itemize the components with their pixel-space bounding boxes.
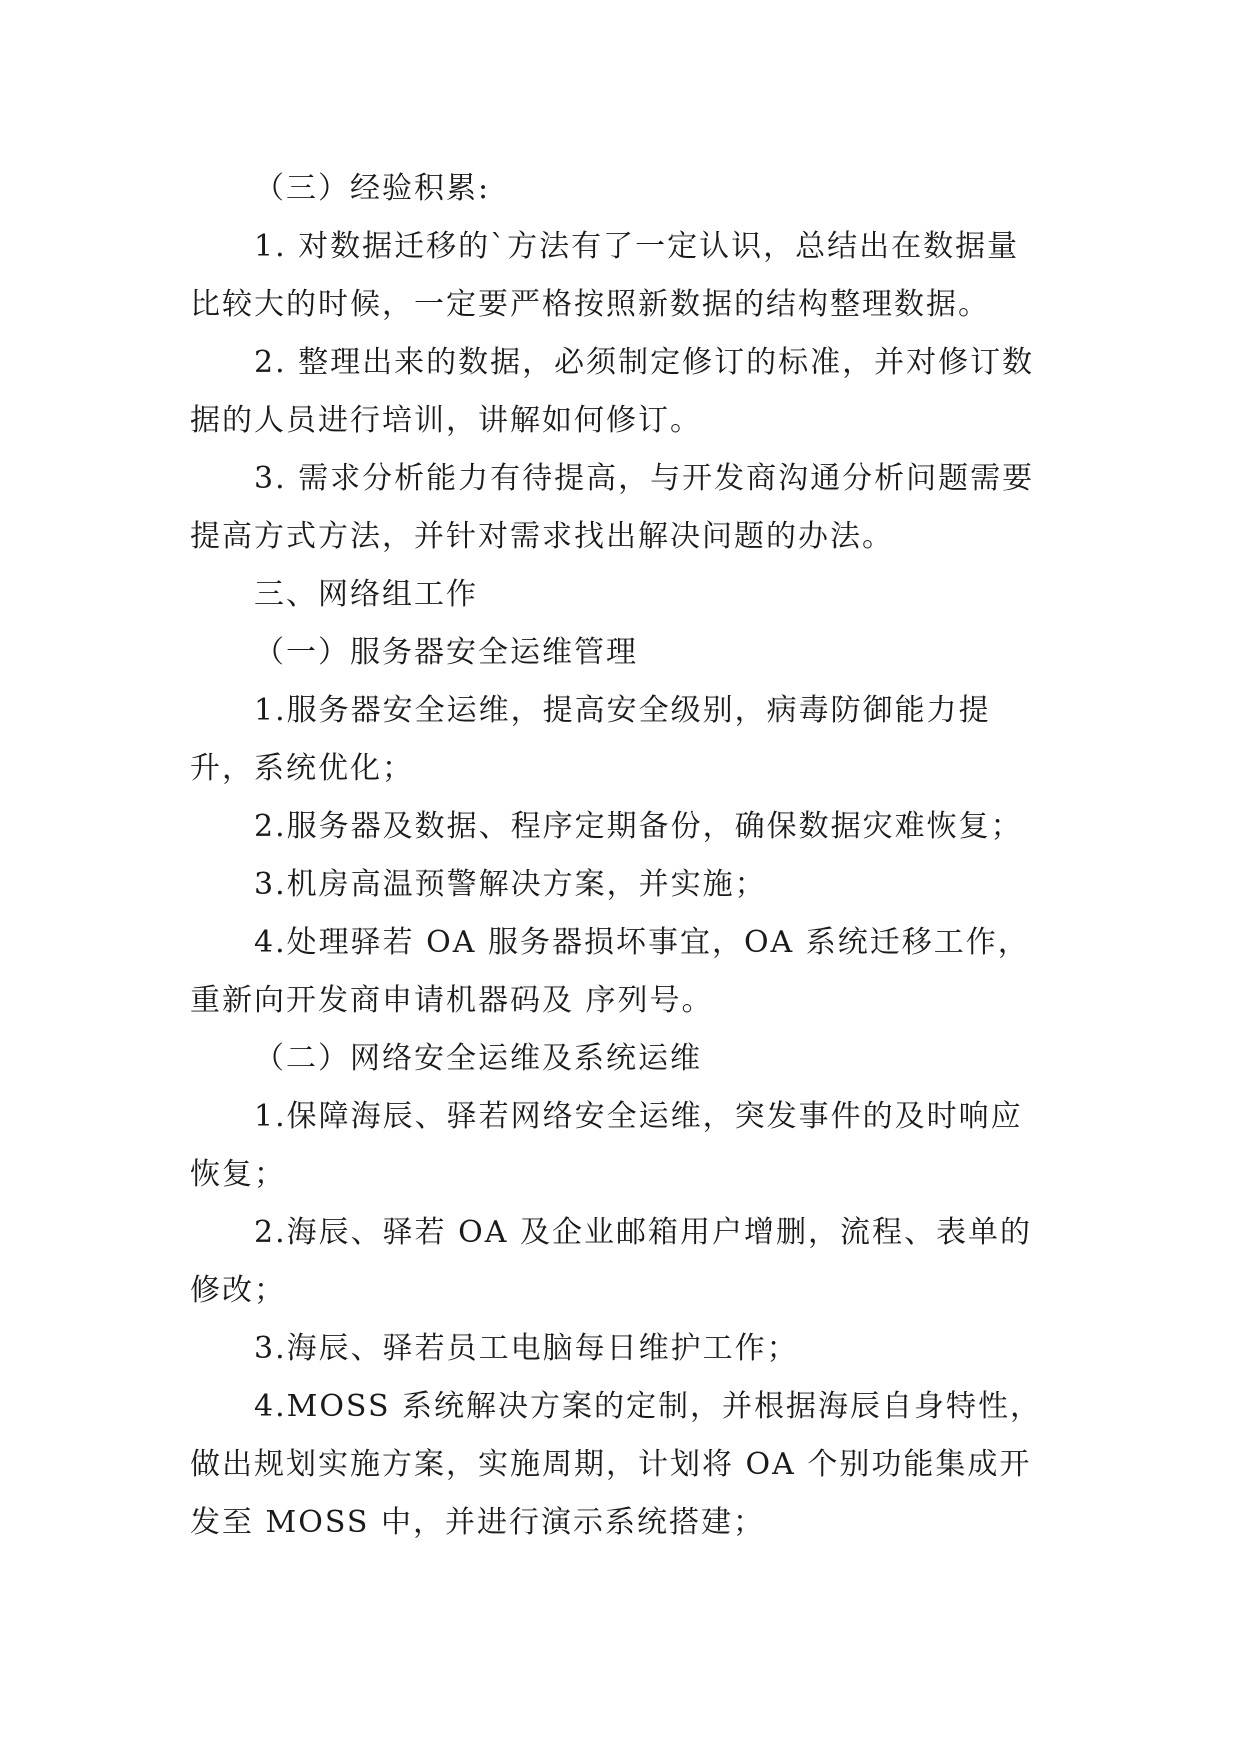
section-heading-network: 三、网络组工作 — [254, 577, 478, 612]
list-item: 1. 对数据迁移的`方法有了一定认识，总结出在数据量比较大的时候，一定要严格按照新数据的结构整理数据。 — [190, 229, 1020, 322]
subsection-heading-server: （一）服务器安全运维管理 — [254, 635, 638, 670]
list-item: 3.机房高温预警解决方案，并实施； — [254, 867, 767, 902]
list-item: 3.海辰、驿若员工电脑每日维护工作； — [254, 1331, 799, 1366]
list-item: 4.处理驿若 OA 服务器损坏事宜，OA 系统迁移工作，重新向开发商申请机器码及 序列号。 — [190, 925, 1030, 1018]
list-item: 2.服务器及数据、程序定期备份，确保数据灾难恢复； — [254, 809, 1023, 844]
list-item: 2.海辰、驿若 OA 及企业邮箱用户增删，流程、表单的修改； — [190, 1215, 1032, 1308]
list-item: 2. 整理出来的数据，必须制定修订的标准，并对修订数据的人员进行培训，讲解如何修订。 — [190, 345, 1035, 438]
list-item: 3. 需求分析能力有待提高，与开发商沟通分析问题需要提高方式方法，并针对需求找出解决问题的办法。 — [190, 461, 1035, 554]
subsection-heading-network-security: （二）网络安全运维及系统运维 — [254, 1041, 702, 1076]
list-item: 1.保障海辰、驿若网络安全运维，突发事件的及时响应恢复； — [190, 1099, 1023, 1192]
list-item: 1.服务器安全运维，提高安全级别，病毒防御能力提升，系统优化； — [190, 693, 991, 786]
section-heading-experience: （三）经验积累: — [254, 171, 491, 206]
list-item: 4.MOSS 系统解决方案的定制，并根据海辰自身特性，做出规划实施方案，实施周期，计划将 OA 个别功能集成开发至 MOSS 中，并进行演示系统搭建； — [190, 1389, 1043, 1540]
document-body — [190, 160, 1050, 1552]
